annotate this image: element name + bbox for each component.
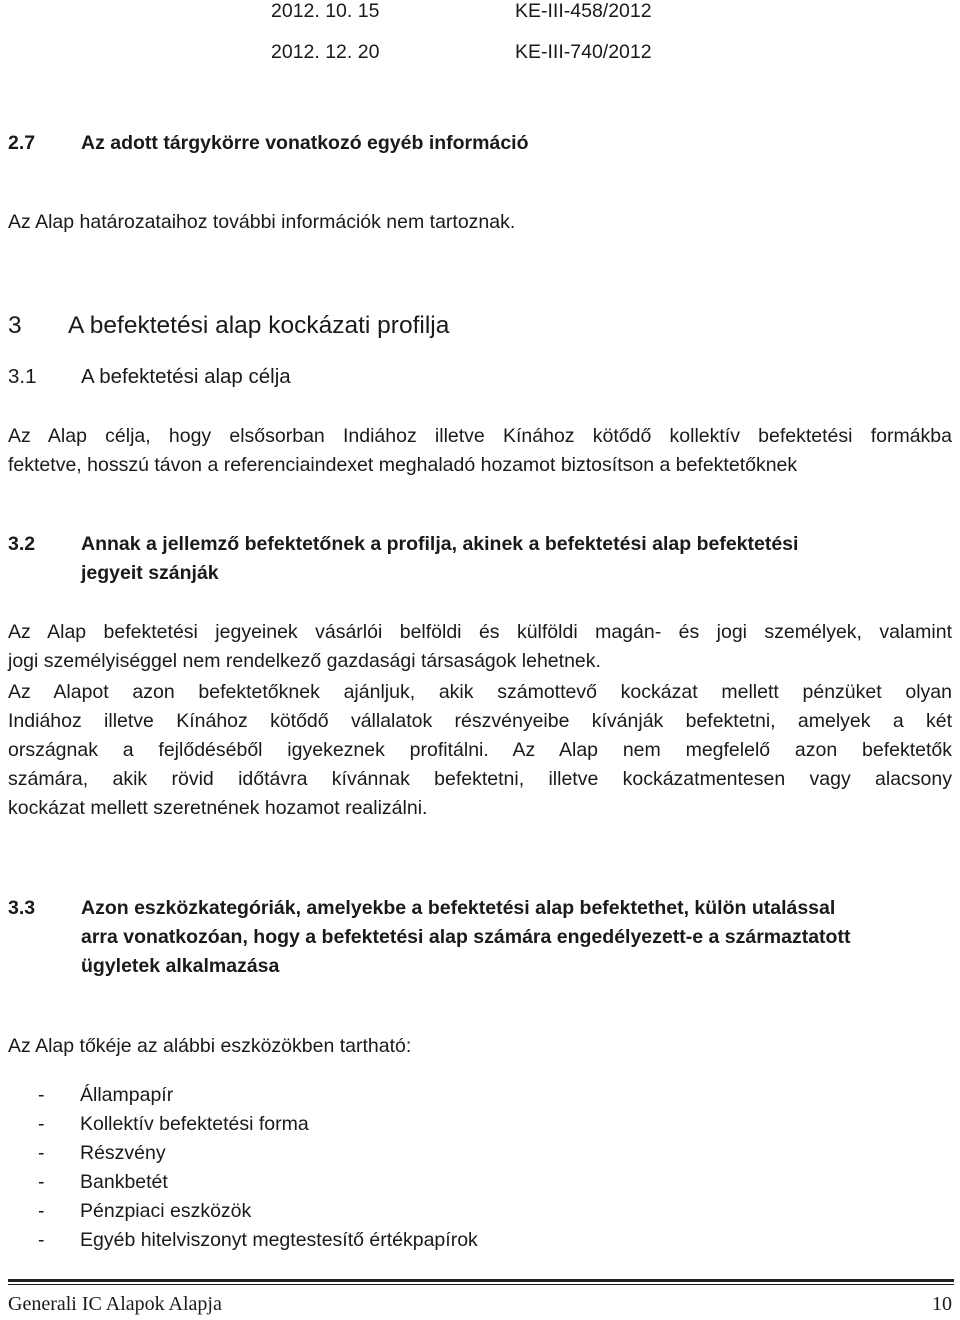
list-item: Részvény xyxy=(80,1142,166,1164)
section-3-2-heading-line-2: jegyeit szánják xyxy=(81,562,219,584)
section-2-7-body: Az Alap határozataihoz további információk nem tartoznak. xyxy=(8,211,516,233)
list-dash: - xyxy=(38,1229,45,1251)
list-dash: - xyxy=(38,1200,45,1222)
list-item: Egyéb hitelviszonyt megtestesítő értékpapírok xyxy=(80,1229,478,1251)
footer-title: Generali IC Alapok Alapja xyxy=(8,1293,222,1315)
list-dash: - xyxy=(38,1113,45,1135)
section-3-2-number: 3.2 xyxy=(8,533,36,555)
section-3-2-para2-line-1: Az Alapot azon befektetőknek ajánljuk, akik számottevő kockázat mellett pénzüket olyan xyxy=(8,681,952,703)
section-3-2-heading-line-1: Annak a jellemző befektetőnek a profilja, akinek a befektetési alap befektetési xyxy=(81,533,799,555)
footer-rule-thin xyxy=(8,1284,954,1285)
section-2-7-number: 2.7 xyxy=(8,132,36,154)
section-3-1-number: 3.1 xyxy=(8,365,37,388)
table-ref-1: KE-III-458/2012 xyxy=(515,0,652,22)
table-ref-2: KE-III-740/2012 xyxy=(515,41,652,63)
list-item: Bankbetét xyxy=(80,1171,168,1193)
section-3-3-heading-line-3: ügyletek alkalmazása xyxy=(81,955,280,977)
table-date-2: 2012. 12. 20 xyxy=(271,41,380,63)
section-3-3-intro: Az Alap tőkéje az alábbi eszközökben tartható: xyxy=(8,1035,412,1057)
section-3-2-para2-line-3: országnak a fejlődéséből igyekeznek profitálni. Az Alap nem megfelelő azon befektetők xyxy=(8,739,952,761)
section-3-3-heading-line-2: arra vonatkozóan, hogy a befektetési alap számára engedélyezett-e a származtatott xyxy=(81,926,851,948)
section-3-3-number: 3.3 xyxy=(8,897,36,919)
section-3-3-heading-line-1: Azon eszközkategóriák, amelyekbe a befektetési alap befektethet, külön utalással xyxy=(81,897,836,919)
list-item: Pénzpiaci eszközök xyxy=(80,1200,252,1222)
list-dash: - xyxy=(38,1171,45,1193)
list-item: Állampapír xyxy=(80,1084,174,1106)
list-dash: - xyxy=(38,1142,45,1164)
section-3-number: 3 xyxy=(8,312,22,339)
table-date-1: 2012. 10. 15 xyxy=(271,0,380,22)
section-3-1-heading: A befektetési alap célja xyxy=(81,365,291,388)
section-3-2-para1-line-1: Az Alap befektetési jegyeinek vásárlói belföldi és külföldi magán- és jogi személyek, valamint xyxy=(8,621,952,643)
section-3-1-line-1: Az Alap célja, hogy elsősorban Indiához illetve Kínához kötődő kollektív befektetési formákba xyxy=(8,425,952,447)
list-dash: - xyxy=(38,1084,45,1106)
section-3-heading: A befektetési alap kockázati profilja xyxy=(68,312,450,339)
section-2-7-heading: Az adott tárgykörre vonatkozó egyéb információ xyxy=(81,132,529,154)
section-3-1-line-2: fektetve, hosszú távon a referenciaindexet meghaladó hozamot biztosítson a befektetőknek xyxy=(8,454,798,476)
footer-page-number: 10 xyxy=(932,1293,952,1315)
section-3-2-para2-line-4: számára, akik rövid időtávra kívánnak befektetni, illetve kockázatmentesen vagy alacsony xyxy=(8,768,952,790)
section-3-2-para2-line-2: Indiához illetve Kínához kötődő vállalatok részvényeibe kívánják befektetni, amelyek a két xyxy=(8,710,952,732)
list-item: Kollektív befektetési forma xyxy=(80,1113,309,1135)
section-3-2-para1-line-2: jogi személyiséggel nem rendelkező gazdasági társaságok lehetnek. xyxy=(8,650,601,672)
section-3-2-para2-line-5: kockázat mellett szeretnének hozamot realizálni. xyxy=(8,797,428,819)
footer-rule-thick xyxy=(8,1279,954,1282)
